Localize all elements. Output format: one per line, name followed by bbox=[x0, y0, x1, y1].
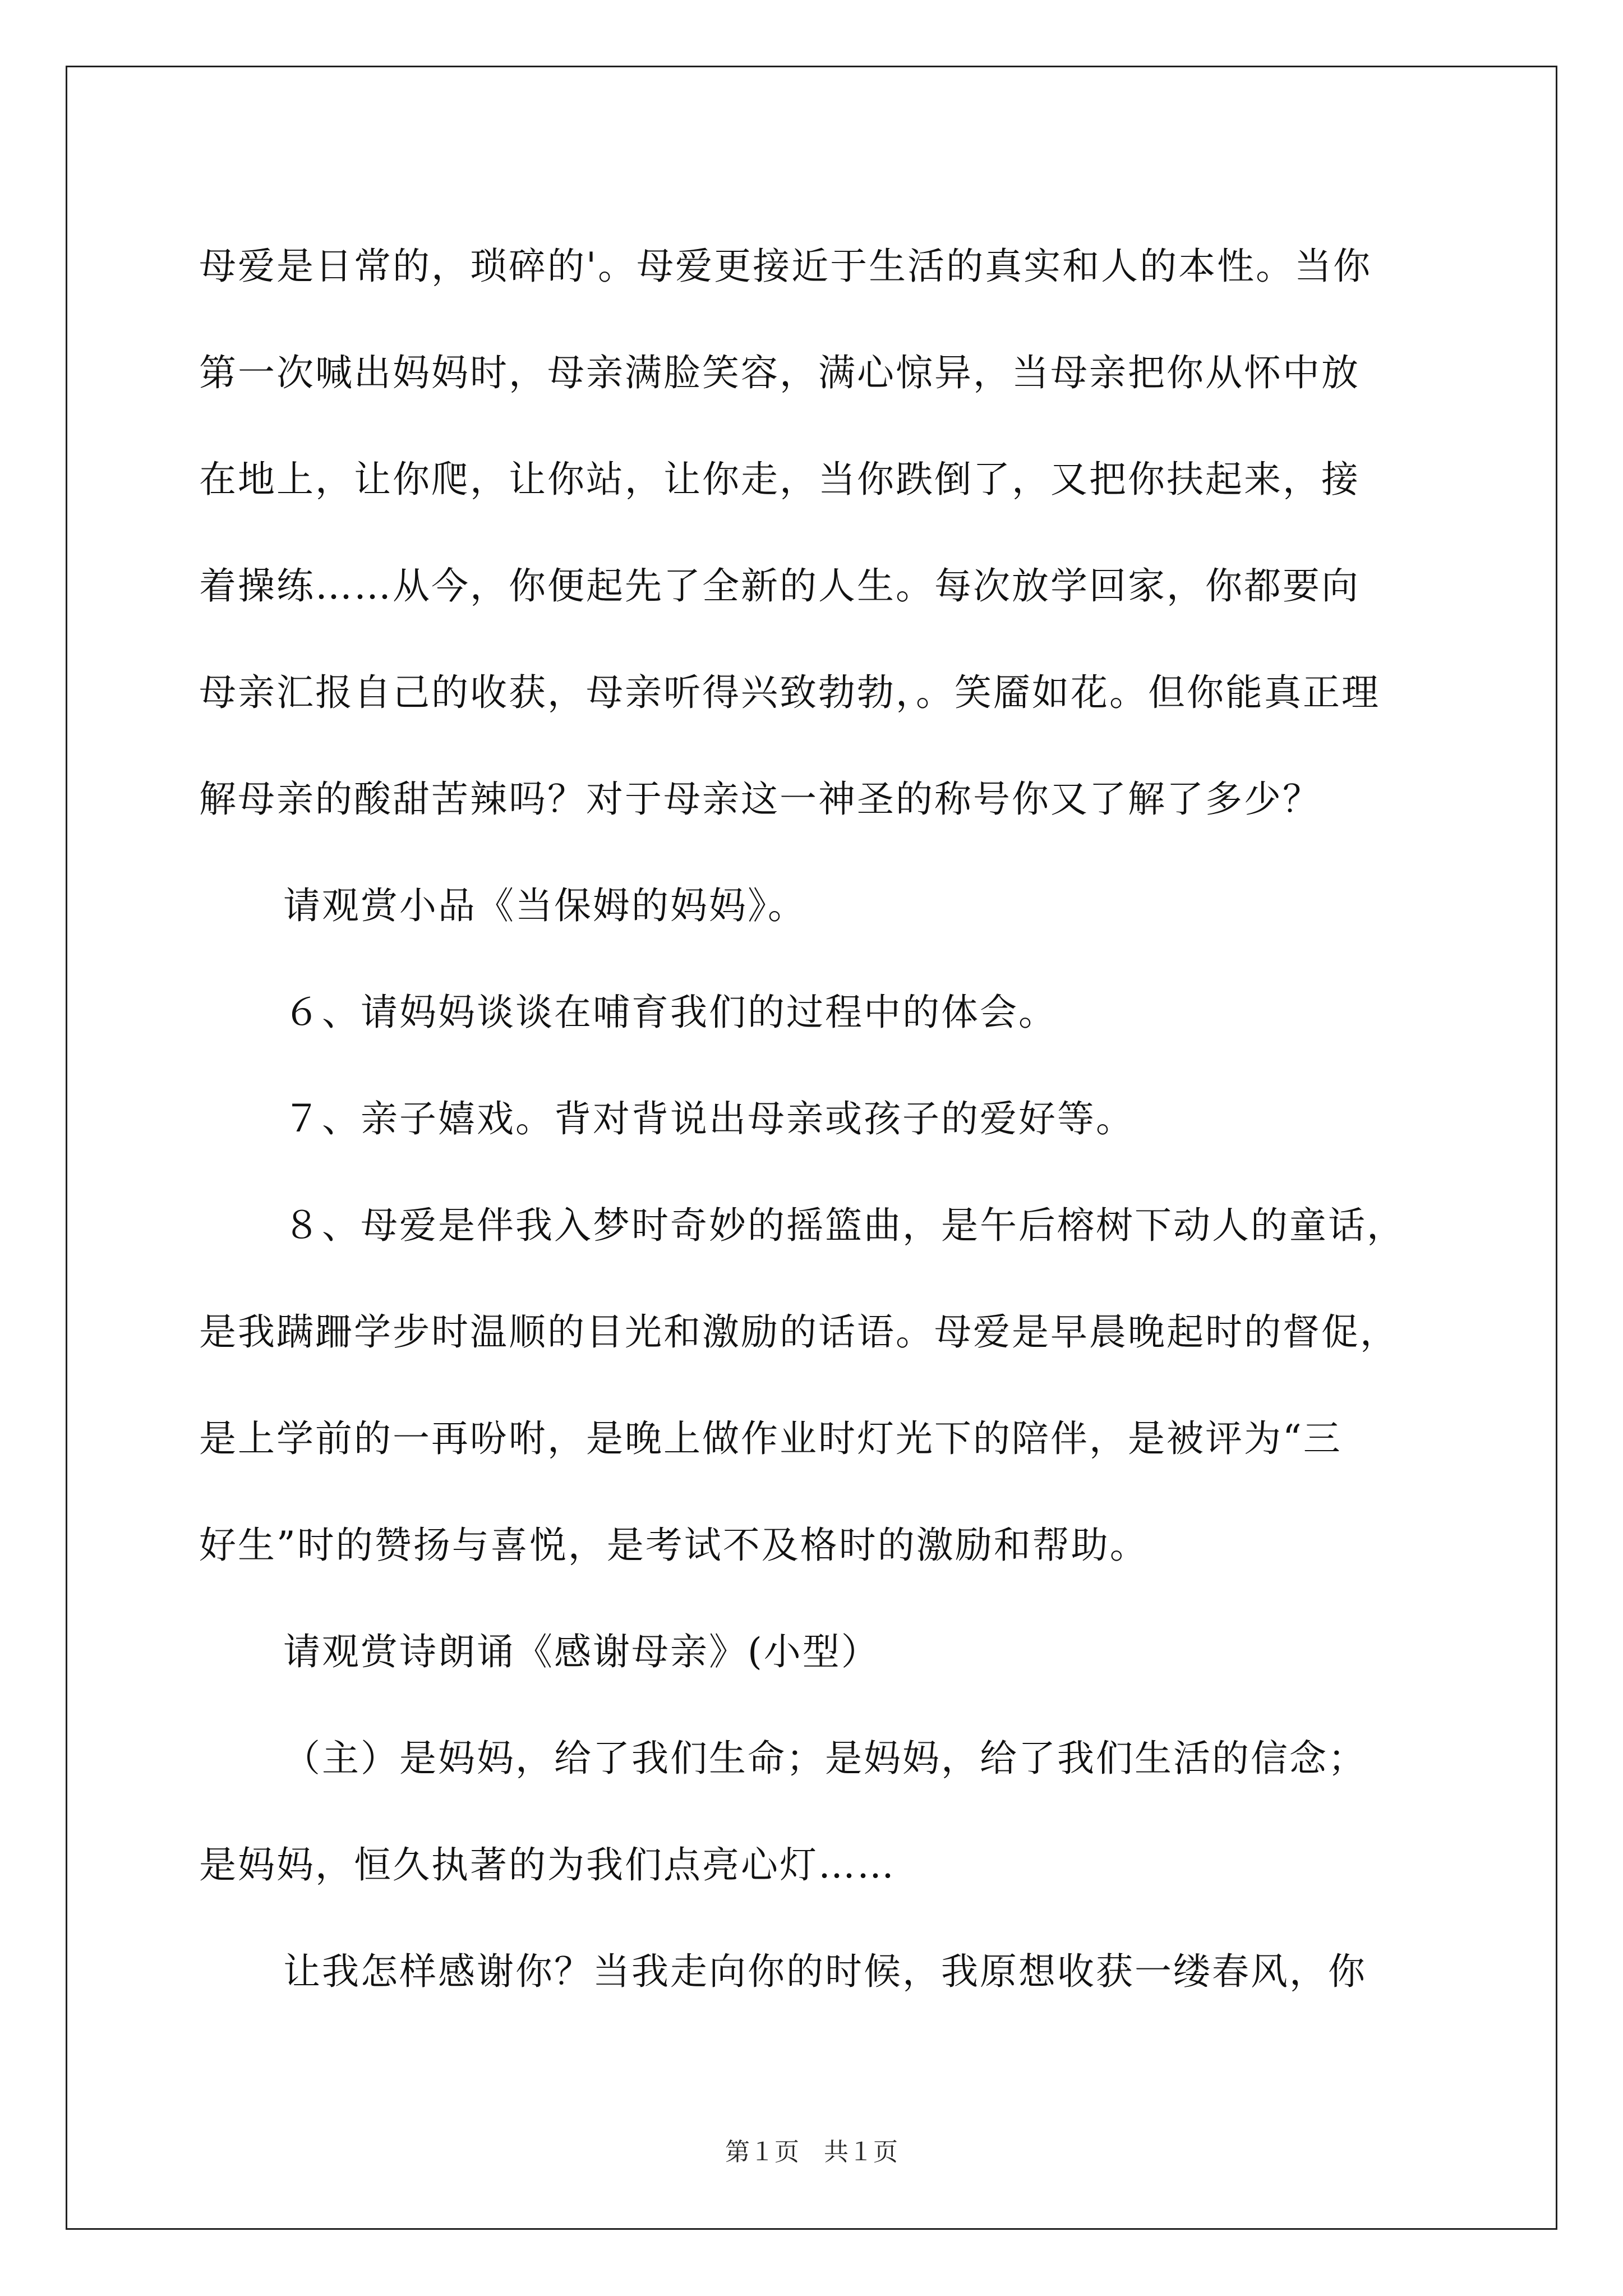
text-line-4: 着操练……从今，你便起先了全新的人生。每次放学回家，你都要向 bbox=[199, 564, 1360, 608]
text-line-2: 第一次喊出妈妈时，母亲满脸笑容，满心惊异，当母亲把你从怀中放 bbox=[199, 351, 1360, 394]
page-footer: 第１页 共１页 bbox=[725, 2138, 898, 2166]
text-line-9: ７、亲子嬉戏。背对背说出母亲或孩子的爱好等。 bbox=[283, 1097, 1135, 1140]
text-line-14: 请观赏诗朗诵《感谢母亲》(小型） bbox=[283, 1630, 880, 1673]
text-line-17: 让我怎样感谢你？当我走向你的时候，我原想收获一缕春风，你 bbox=[283, 1950, 1367, 1993]
text-line-10: ８、母爱是伴我入梦时奇妙的摇篮曲，是午后榕树下动人的童话， bbox=[283, 1204, 1405, 1247]
document-body bbox=[199, 213, 1433, 2025]
text-line-7: 请观赏小品《当保姆的妈妈》。 bbox=[283, 884, 806, 927]
text-line-3: 在地上，让你爬，让你站，让你走，当你跌倒了，又把你扶起来，接 bbox=[199, 458, 1360, 501]
text-line-6: 解母亲的酸甜苦辣吗？对于母亲这一神圣的称号你又了解了多少？ bbox=[199, 777, 1321, 821]
text-line-15: （主）是妈妈，给了我们生命；是妈妈，给了我们生活的信念； bbox=[283, 1737, 1367, 1780]
text-line-13: 好生”时的赞扬与喜悦，是考试不及格时的激励和帮助。 bbox=[199, 1524, 1149, 1567]
text-line-8: ６、请妈妈谈谈在哺育我们的过程中的体会。 bbox=[283, 991, 1057, 1034]
text-line-11: 是我蹒跚学步时温顺的目光和激励的话语。母爱是早晨晚起时的督促， bbox=[199, 1310, 1399, 1354]
text-line-1: 母爱是日常的，琐碎的'。母爱更接近于生活的真实和人的本性。当你 bbox=[199, 245, 1372, 288]
text-line-16: 是妈妈，恒久执著的为我们点亮心灯…… bbox=[199, 1843, 896, 1887]
text-line-5: 母亲汇报自己的收获，母亲听得兴致勃勃，。笑靥如花。但你能真正理 bbox=[199, 671, 1380, 714]
text-line-12: 是上学前的一再吩咐，是晚上做作业时灯光下的陪伴，是被评为“三 bbox=[199, 1417, 1342, 1460]
